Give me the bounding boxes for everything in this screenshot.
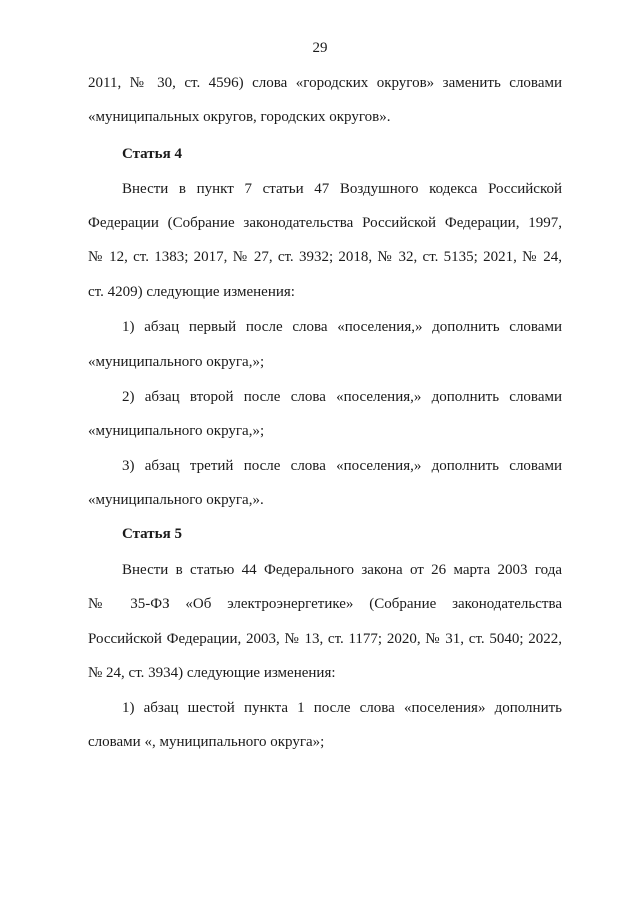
text-line: «муниципального округа,». — [88, 492, 264, 508]
text-line: 2011, № 30, ст. 4596) слова «городских округов» заменить словами — [88, 75, 562, 91]
text-line: «муниципального округа,»; — [88, 354, 265, 370]
article-heading-5: Статья 5 — [122, 526, 182, 542]
list-item-1: 1) абзац шестой пункта 1 после слова «поселения» дополнить — [122, 700, 562, 716]
text-line: Российской Федерации, 2003, № 13, ст. 1177; 2020, № 31, ст. 5040; 2022, — [88, 631, 562, 647]
text-line: словами «, муниципального округа»; — [88, 734, 325, 750]
page-number: 29 — [312, 40, 328, 56]
text-line: Федерации (Собрание законодательства Российской Федерации, 1997, — [88, 215, 562, 231]
list-item-1: 1) абзац первый после слова «поселения,» дополнить словами — [122, 319, 562, 335]
text-line: Внести в статью 44 Федерального закона от 26 марта 2003 года — [122, 562, 562, 578]
text-line: № 35-ФЗ «Об электроэнергетике» (Собрание законодательства — [88, 596, 562, 612]
text-line: Внести в пункт 7 статьи 47 Воздушного кодекса Российской — [122, 181, 562, 197]
text-line: ст. 4209) следующие изменения: — [88, 284, 295, 300]
text-line: № 12, ст. 1383; 2017, № 27, ст. 3932; 2018, № 32, ст. 5135; 2021, № 24, — [88, 249, 562, 265]
text-line: «муниципальных округов, городских округов». — [88, 109, 391, 125]
article-heading-4: Статья 4 — [122, 146, 182, 162]
text-line: «муниципального округа,»; — [88, 423, 265, 439]
list-item-3: 3) абзац третий после слова «поселения,» дополнить словами — [122, 458, 562, 474]
list-item-2: 2) абзац второй после слова «поселения,» дополнить словами — [122, 389, 562, 405]
text-line: № 24, ст. 3934) следующие изменения: — [88, 665, 336, 681]
